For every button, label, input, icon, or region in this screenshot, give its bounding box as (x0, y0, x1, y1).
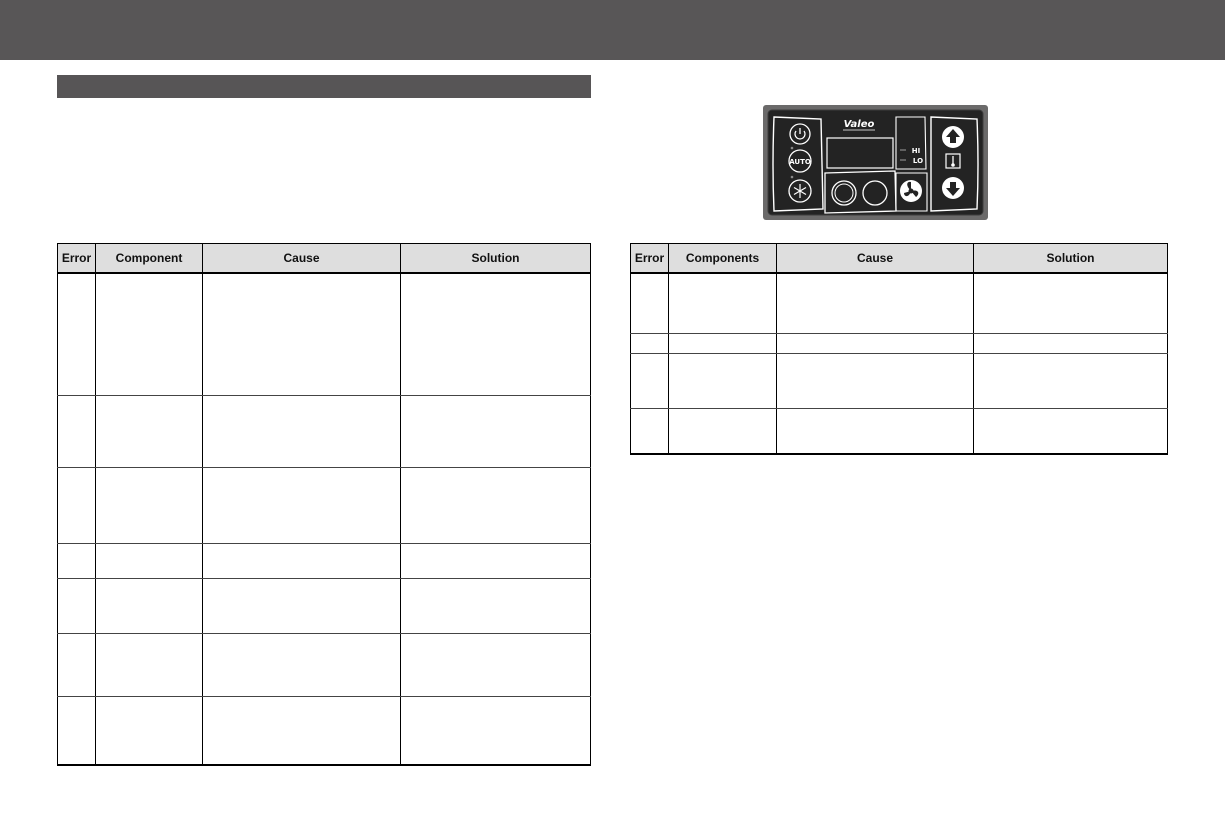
table-row (58, 578, 591, 633)
header-solution: Solution (974, 244, 1168, 274)
cell-error (58, 467, 96, 543)
table-row (631, 408, 1168, 454)
table-header-row (58, 244, 591, 274)
cell-cause (203, 395, 401, 467)
header-component: Component (96, 244, 203, 274)
header-components: Components (669, 244, 777, 274)
cell-solution (401, 273, 591, 395)
cell-component (669, 353, 777, 408)
header-bar (0, 0, 1225, 60)
cell-component (96, 395, 203, 467)
cell-cause (203, 578, 401, 633)
table-row (58, 467, 591, 543)
cell-solution (974, 273, 1168, 333)
error-table-right (630, 243, 1168, 455)
cell-error (631, 333, 669, 353)
header-solution: Solution (401, 244, 591, 274)
cell-error (631, 353, 669, 408)
cell-component (669, 333, 777, 353)
cell-cause (203, 696, 401, 765)
cell-component (96, 467, 203, 543)
cell-component (96, 696, 203, 765)
cell-solution (401, 395, 591, 467)
lo-label: LO (912, 157, 924, 165)
cell-component (96, 543, 203, 578)
header-error: Error (58, 244, 96, 274)
auto-label: AUTO (789, 158, 811, 166)
cell-solution (401, 578, 591, 633)
cell-cause (777, 333, 974, 353)
table-row (58, 696, 591, 765)
table-row (631, 273, 1168, 333)
cell-component (669, 273, 777, 333)
cell-component (96, 273, 203, 395)
control-panel (763, 105, 988, 220)
header-error: Error (631, 244, 669, 274)
table-header-row (631, 244, 1168, 274)
cell-solution (401, 696, 591, 765)
cell-error (58, 578, 96, 633)
cell-cause (203, 543, 401, 578)
cell-cause (203, 633, 401, 696)
cell-error (58, 395, 96, 467)
table-row (58, 633, 591, 696)
cell-cause (203, 467, 401, 543)
cell-solution (974, 353, 1168, 408)
arrow-down-icon[interactable] (942, 177, 964, 199)
section-title-bar (57, 75, 591, 98)
table-row (631, 353, 1168, 408)
cell-error (58, 273, 96, 395)
error-table-left (57, 243, 591, 766)
cell-cause (777, 353, 974, 408)
header-cause: Cause (777, 244, 974, 274)
fan-icon[interactable] (900, 180, 922, 202)
table-row (58, 395, 591, 467)
hi-label: HI (911, 147, 921, 155)
arrow-up-icon[interactable] (942, 126, 964, 148)
cell-component (96, 633, 203, 696)
brand-logo: Valeo (843, 119, 875, 130)
table-row (58, 273, 591, 395)
cell-solution (401, 633, 591, 696)
cell-error (58, 696, 96, 765)
cell-component (669, 408, 777, 454)
cell-solution (974, 408, 1168, 454)
cell-solution (401, 467, 591, 543)
cell-error (58, 633, 96, 696)
cell-cause (203, 273, 401, 395)
table-row (631, 333, 1168, 353)
cell-cause (777, 273, 974, 333)
cell-cause (777, 408, 974, 454)
header-cause: Cause (203, 244, 401, 274)
table-row (58, 543, 591, 578)
cell-error (58, 543, 96, 578)
cell-solution (401, 543, 591, 578)
cell-component (96, 578, 203, 633)
cell-solution (974, 333, 1168, 353)
cell-error (631, 273, 669, 333)
cell-error (631, 408, 669, 454)
